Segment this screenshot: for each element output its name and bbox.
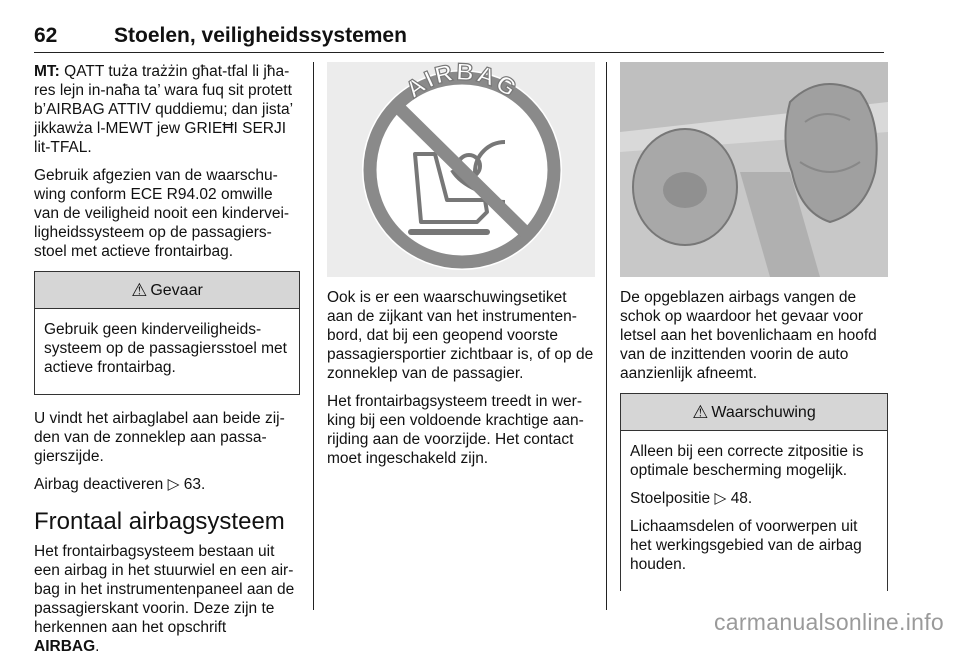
warning-text-3: Lichaamsdelen of voorwerpen uit het werkingsgebied van de airbag houden. — [630, 518, 862, 573]
danger-text: Gebruik geen kinderveiligheids-systeem op de passagiersstoel met actieve frontairbag. — [44, 321, 287, 376]
warning-text-2: Stoelpositie ▷ 48. — [630, 490, 753, 507]
airbag-label-bold: AIRBAG — [34, 638, 96, 655]
warning-header — [621, 394, 887, 431]
page-ref-63[interactable]: 63. — [183, 476, 206, 493]
warning-triangle-icon: ⚠ — [692, 401, 709, 422]
page-number: 62 — [34, 24, 58, 47]
inflated-airbags-image — [620, 62, 888, 277]
paragraph-warning-label: Ook is er een waarschuwingsetiket aan de zijkant van het instrumenten-bord, dat bij een geopend voorste passagiersportier zichtbaar is, of op de zonneklep van de passagier. — [327, 289, 594, 382]
mt-label: MT: — [34, 63, 60, 80]
danger-header — [35, 272, 299, 309]
mt-text: QATT tuża trażżin għat-tfal li jħa-res lejn in-naħa ta’ wara fuq sit protett b’AIRBAG ATTIV quddiemu; dan jista’ jikkawża l-MEWT jew GRIEĦI SERJI lit-TFAL. — [34, 63, 293, 156]
watermark: carmanualsonline.info — [713, 609, 944, 635]
danger-title: Gevaar — [150, 281, 203, 299]
page-reference-arrow-icon[interactable]: ▷ — [167, 476, 180, 493]
paragraph-inflated: De opgeblazen airbags vangen de schok op waardoor het gevaar voor letsel aan het bovenlichaam en hoofd van de inzittenden voorin de auto aanzienlijk afneemt. — [620, 289, 877, 382]
warning-box — [620, 393, 888, 591]
airbag-warning-label-image — [327, 62, 595, 277]
section-heading: Frontaal airbagsysteem — [34, 508, 285, 535]
warning-title: Waarschuwing — [711, 403, 816, 421]
section-title: Stoelen, veiligheidssystemen — [114, 24, 407, 47]
page-reference-arrow-icon[interactable]: ▷ — [714, 490, 727, 507]
maltese-warning — [34, 62, 300, 157]
column-right — [620, 62, 888, 605]
page-ref-48[interactable]: 48. — [730, 490, 753, 507]
paragraph-deactivate: Airbag deactiveren ▷ 63. — [34, 476, 206, 493]
page-header — [34, 24, 884, 53]
warning-text-1: Alleen bij een correcte zitpositie is optimale bescherming mogelijk. — [630, 443, 864, 479]
paragraph-ece: Gebruik afgezien van de waarschu-wing conform ECE R94.02 omwille van de veiligheid nooit een kindervei-ligheidssysteem op de passagiers-stoel met actieve frontairbag. — [34, 167, 290, 260]
column-middle — [327, 62, 595, 477]
danger-body — [35, 309, 299, 394]
no-child-seat-icon — [327, 62, 595, 277]
column-divider-2 — [606, 62, 607, 610]
paragraph-frontal: Het frontairbagsysteem bestaan uit een airbag in het stuurwiel en een air-bag in het instrumentenpaneel aan de passagierskant voorin. Deze zijn te herkennen aan het opschrift AIRBAG. — [34, 543, 295, 655]
warning-body — [621, 431, 887, 591]
airbag-arc-text: AIRBAG — [400, 62, 523, 104]
column-divider-1 — [313, 62, 314, 610]
danger-box — [34, 271, 300, 395]
paragraph-airbag-label: U vindt het airbaglabel aan beide zij-den van de zonneklep aan passa-gierszijde. — [34, 410, 285, 465]
paragraph-activation: Het frontairbagsysteem treedt in wer-king bij een voldoende krachtige aan-rijding aan de voorzijde. Het contact moet ingeschakeld zijn. — [327, 393, 584, 467]
column-left — [34, 62, 300, 665]
airbags-illustration — [620, 62, 888, 277]
warning-triangle-icon: ⚠ — [131, 279, 148, 300]
